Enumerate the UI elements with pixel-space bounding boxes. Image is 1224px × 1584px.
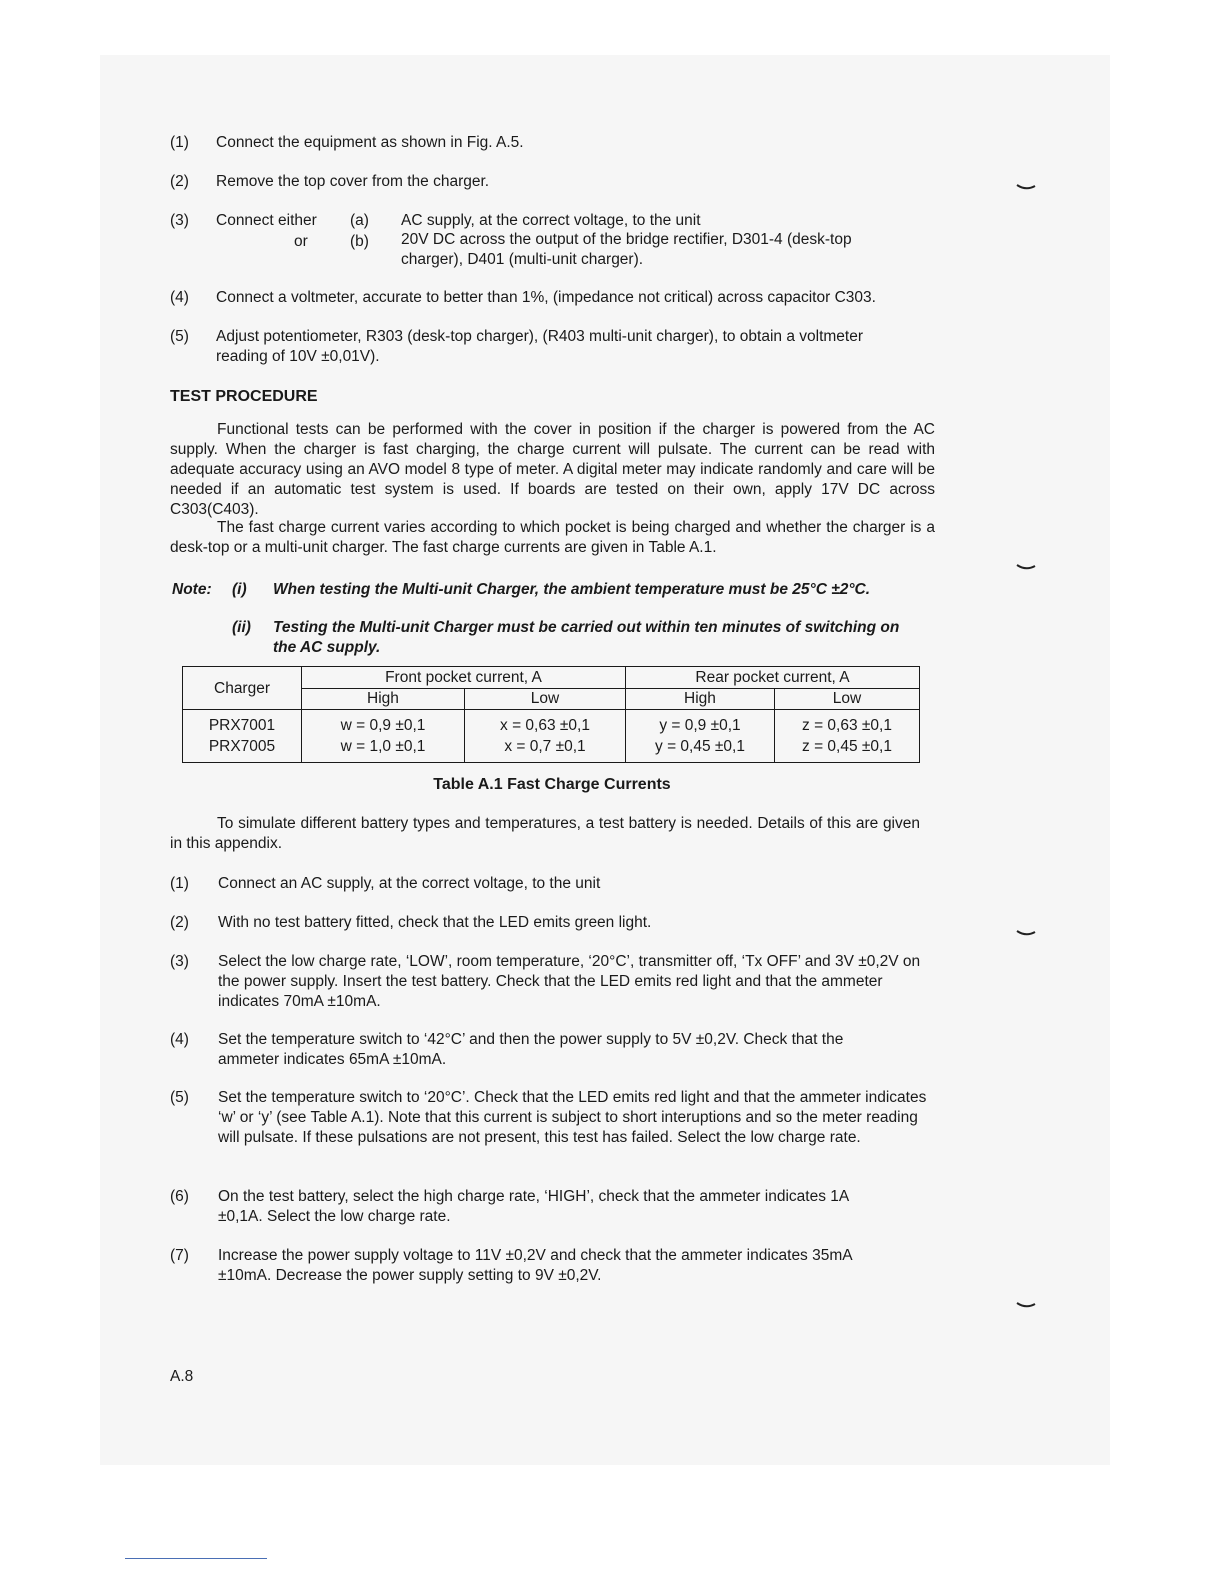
option-label-a: (a)	[350, 212, 369, 229]
table-header-charger: Charger	[183, 667, 302, 710]
step-number: (2)	[170, 914, 189, 931]
rear-low-value-2: z = 0,45 ±0,1	[802, 738, 892, 755]
step-number: (3)	[170, 953, 189, 970]
scan-mark-icon	[1016, 1298, 1036, 1308]
rear-low-value-1: z = 0,63 ±0,1	[802, 717, 892, 734]
rear-high-value-1: y = 0,9 ±0,1	[659, 717, 741, 734]
note-number-ii: (ii)	[232, 619, 251, 636]
table-subheader-front-low: Low	[465, 688, 626, 710]
page-number: A.8	[170, 1368, 194, 1385]
step-text: Increase the power supply voltage to 11V ±0,2V and check that the ammeter indicates 35mA ±10mA. Decrease the power supply setting to 9V ±0,2V.	[218, 1247, 852, 1284]
step-number: (3)	[170, 212, 189, 229]
step-text: Set the temperature switch to ‘20°C’. Check that the LED emits red light and that the ammeter indicates ‘w’ or ‘y’ (see Table A.1). Note that this current is subject to short interuptions and so the meter reading will pulsate. If these pulsations are not present, this test has failed. Select the low charge rate.	[218, 1089, 927, 1146]
fast-charge-table	[182, 666, 920, 763]
step-text: Adjust potentiometer, R303 (desk-top charger), (R403 multi-unit charger), to obtain a voltmeter reading of 10V ±0,01V).	[216, 328, 864, 365]
charger-model-2: PRX7005	[208, 738, 276, 755]
option-text-b: 20V DC across the output of the bridge rectifier, D301-4 (desk-top charger), D401 (multi-unit charger).	[401, 231, 852, 268]
table-cell-front-high	[302, 710, 465, 763]
step-number: (7)	[170, 1247, 189, 1264]
step-or: or	[294, 233, 308, 250]
charger-model-1: PRX7001	[208, 717, 276, 734]
front-high-value-2: w = 1,0 ±0,1	[340, 738, 426, 755]
step-number: (5)	[170, 1089, 189, 1106]
section-heading: TEST PROCEDURE	[170, 388, 318, 405]
scan-mark-icon	[1016, 180, 1036, 190]
rear-high-value-2: y = 0,45 ±0,1	[655, 738, 745, 755]
paragraph-functional-tests: Functional tests can be performed with the cover in position if the charger is powered from the AC supply. When the charger is fast charging, the charge current will pulsate. The current can be read with adequate accuracy using an AVO model 8 type of meter. A digital meter may indicate randomly and care will be needed if an automatic test system is used. If boards are tested on their own, apply 17V DC across C303(C403).	[170, 421, 935, 518]
table-header-rear: Rear pocket current, A	[626, 667, 920, 689]
note-number-i: (i)	[232, 581, 247, 598]
paragraph-fast-charge: The fast charge current varies according to which pocket is being charged and whether the charger is a desk-top or a multi-unit charger. The fast charge currents are given in Table A.1.	[170, 519, 935, 556]
step-number: (4)	[170, 1031, 189, 1048]
table-header-front: Front pocket current, A	[302, 667, 626, 689]
scan-mark-icon	[1016, 926, 1036, 936]
step-text: Remove the top cover from the charger.	[216, 173, 490, 190]
front-high-value-1: w = 0,9 ±0,1	[340, 717, 426, 734]
option-label-b: (b)	[350, 233, 369, 250]
step-text: Set the temperature switch to ‘42°C’ and then the power supply to 5V ±0,2V. Check that the ammeter indicates 65mA ±10mA.	[218, 1031, 844, 1068]
front-low-value-2: x = 0,7 ±0,1	[504, 738, 586, 755]
step-number: (2)	[170, 173, 189, 190]
table-cell-rear-low	[775, 710, 920, 763]
step-number: (4)	[170, 289, 189, 306]
paragraph-test-battery: To simulate different battery types and temperatures, a test battery is needed. Details of this are given in this appendix.	[170, 815, 920, 852]
bottom-rule	[125, 1558, 267, 1559]
option-text-a: AC supply, at the correct voltage, to the unit	[401, 212, 701, 229]
table-caption: Table A.1 Fast Charge Currents	[433, 776, 671, 793]
step-text: Connect an AC supply, at the correct voltage, to the unit	[218, 875, 601, 892]
note-label: Note:	[172, 581, 212, 598]
table-cell-rear-high	[626, 710, 775, 763]
step-number: (5)	[170, 328, 189, 345]
front-low-value-1: x = 0,63 ±0,1	[500, 717, 590, 734]
table-subheader-rear-low: Low	[775, 688, 920, 710]
step-number: (1)	[170, 134, 189, 151]
table-subheader-front-high: High	[302, 688, 465, 710]
table-header-row	[183, 667, 920, 689]
step-lead: Connect either	[216, 212, 317, 229]
table-row	[183, 710, 920, 763]
note-text-ii: Testing the Multi-unit Charger must be carried out within ten minutes of switching on the AC supply.	[273, 619, 900, 656]
scan-mark-icon	[1016, 560, 1036, 570]
step-text: Select the low charge rate, ‘LOW’, room temperature, ‘20°C’, transmitter off, ‘Tx OFF’ and 3V ±0,2V on the power supply. Insert the test battery. Check that the LED emits red light and that the ammeter indicates 70mA ±10mA.	[218, 953, 921, 1010]
table-subheader-rear-high: High	[626, 688, 775, 710]
table-cell-charger	[183, 710, 302, 763]
step-text: Connect the equipment as shown in Fig. A.5.	[216, 134, 524, 151]
table-cell-front-low	[465, 710, 626, 763]
note-text-i: When testing the Multi-unit Charger, the ambient temperature must be 25°C ±2°C.	[273, 581, 871, 598]
step-number: (6)	[170, 1188, 189, 1205]
step-number: (1)	[170, 875, 189, 892]
step-text: Connect a voltmeter, accurate to better than 1%, (impedance not critical) across capacitor C303.	[216, 289, 876, 306]
step-text: With no test battery fitted, check that the LED emits green light.	[218, 914, 652, 931]
step-text: On the test battery, select the high charge rate, ‘HIGH’, check that the ammeter indicates 1A ±0,1A. Select the low charge rate.	[218, 1188, 849, 1225]
setup-step-3	[170, 211, 940, 271]
